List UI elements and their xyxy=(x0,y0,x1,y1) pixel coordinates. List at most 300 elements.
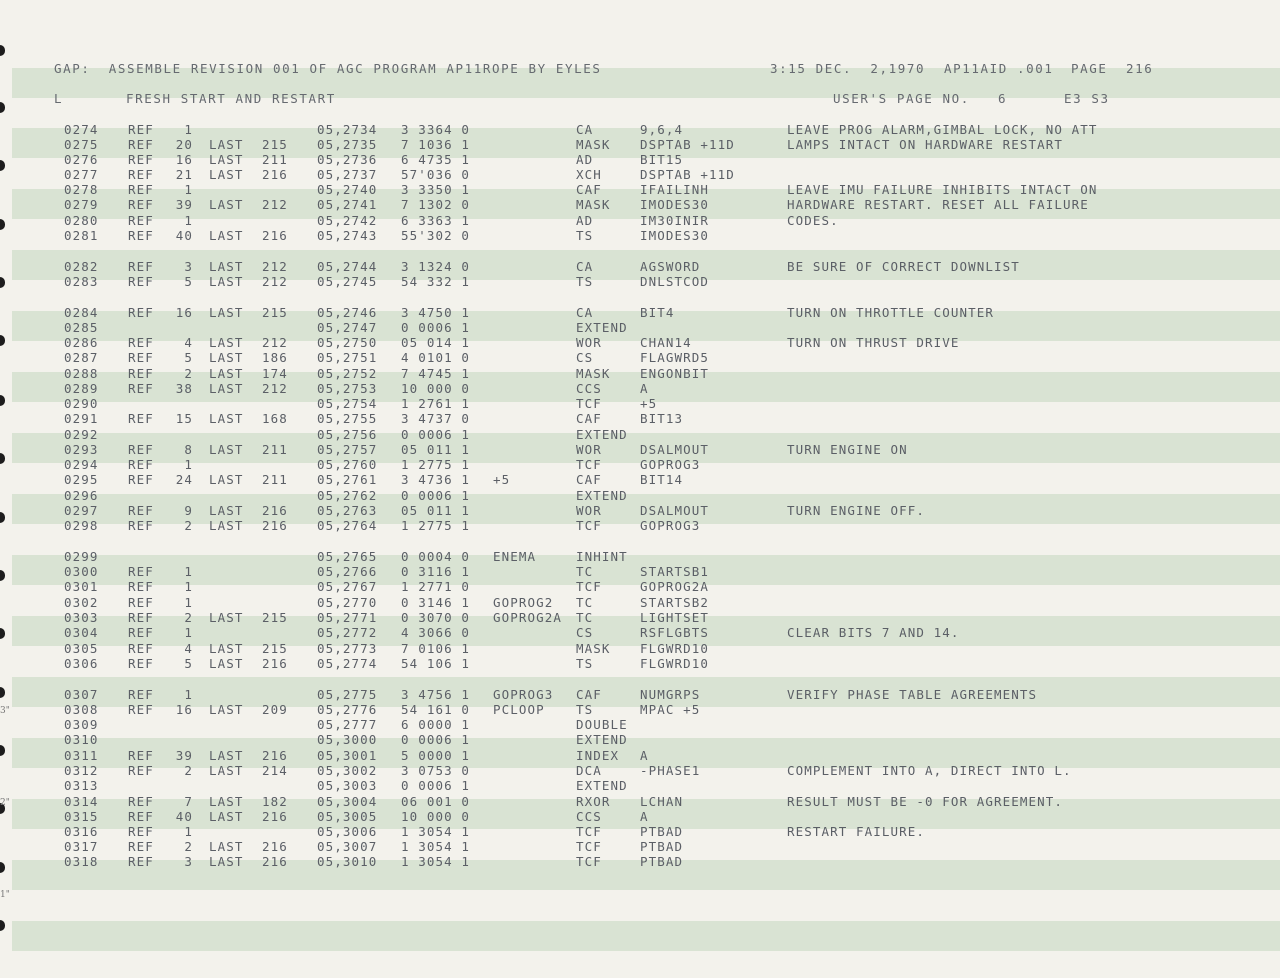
address: 05,3003 xyxy=(317,778,378,793)
last-page: 211 xyxy=(262,442,288,457)
address: 05,2750 xyxy=(317,335,378,350)
ref-keyword: REF xyxy=(128,794,154,809)
symbol-label: PCLOOP xyxy=(493,702,545,717)
listing-row xyxy=(0,366,1280,381)
ref-keyword: REF xyxy=(128,197,154,212)
ruler-mark-3in: 3" xyxy=(0,706,10,716)
address: 05,3007 xyxy=(317,839,378,854)
comment: TURN ENGINE OFF. xyxy=(787,503,926,518)
last-page: 216 xyxy=(262,518,288,533)
listing-row xyxy=(0,122,1280,137)
last-keyword: LAST xyxy=(209,152,244,167)
octal-word: 6 0000 1 xyxy=(401,717,471,732)
opcode: RXOR xyxy=(576,794,611,809)
opcode: CAF xyxy=(576,472,602,487)
ref-count: 1 xyxy=(184,182,193,197)
opcode: MASK xyxy=(576,366,611,381)
address: 05,3001 xyxy=(317,748,378,763)
line-number: 0280 xyxy=(64,213,99,228)
feed-hole xyxy=(0,45,5,56)
listing-row xyxy=(0,625,1280,640)
listing-row xyxy=(0,641,1280,656)
last-page: 212 xyxy=(262,381,288,396)
ref-keyword: REF xyxy=(128,335,154,350)
listing-row xyxy=(0,839,1280,854)
ref-keyword: REF xyxy=(128,702,154,717)
operand: CHAN14 xyxy=(640,335,692,350)
ref-keyword: REF xyxy=(128,824,154,839)
address: 05,2756 xyxy=(317,427,378,442)
listing-row xyxy=(0,457,1280,472)
last-page: 215 xyxy=(262,305,288,320)
line-number: 0302 xyxy=(64,595,99,610)
address: 05,3004 xyxy=(317,794,378,809)
operand: FLGWRD10 xyxy=(640,656,710,671)
symbol-label: +5 xyxy=(493,472,511,487)
comment: LEAVE PROG ALARM,GIMBAL LOCK, NO ATT xyxy=(787,122,1098,137)
line-number: 0289 xyxy=(64,381,99,396)
octal-word: 1 2775 1 xyxy=(401,518,471,533)
ref-keyword: REF xyxy=(128,518,154,533)
operand: BIT13 xyxy=(640,411,684,426)
octal-word: 54 332 1 xyxy=(401,274,471,289)
opcode: CAF xyxy=(576,411,602,426)
opcode: TCF xyxy=(576,579,602,594)
feed-hole xyxy=(0,102,5,113)
address: 05,2761 xyxy=(317,472,378,487)
ref-keyword: REF xyxy=(128,595,154,610)
octal-word: 5 0000 1 xyxy=(401,748,471,763)
octal-word: 05 011 1 xyxy=(401,442,471,457)
operand: PTBAD xyxy=(640,824,684,839)
ref-count: 5 xyxy=(184,656,193,671)
ref-keyword: REF xyxy=(128,641,154,656)
comment: LAMPS INTACT ON HARDWARE RESTART xyxy=(787,137,1064,152)
listing-row xyxy=(0,564,1280,579)
line-number: 0303 xyxy=(64,610,99,625)
opcode: EXTEND xyxy=(576,732,628,747)
opcode: CS xyxy=(576,350,594,365)
last-page: 216 xyxy=(262,839,288,854)
operand: STARTSB1 xyxy=(640,564,710,579)
opcode: EXTEND xyxy=(576,778,628,793)
listing-row xyxy=(0,274,1280,289)
listing-row xyxy=(0,305,1280,320)
address: 05,2763 xyxy=(317,503,378,518)
operand: AGSWORD xyxy=(640,259,701,274)
opcode: TC xyxy=(576,610,594,625)
ref-keyword: REF xyxy=(128,305,154,320)
listing-row xyxy=(0,518,1280,533)
address: 05,2744 xyxy=(317,259,378,274)
last-keyword: LAST xyxy=(209,610,244,625)
ref-count: 24 xyxy=(175,472,193,487)
ref-count: 1 xyxy=(184,579,193,594)
listing-row xyxy=(0,549,1280,564)
line-number: 0292 xyxy=(64,427,99,442)
last-page: 215 xyxy=(262,137,288,152)
octal-word: 1 2771 0 xyxy=(401,579,471,594)
ref-keyword: REF xyxy=(128,411,154,426)
ref-keyword: REF xyxy=(128,152,154,167)
address: 05,2757 xyxy=(317,442,378,457)
last-page: 216 xyxy=(262,854,288,869)
octal-word: 0 0006 1 xyxy=(401,320,471,335)
greenbar-band xyxy=(12,921,1280,951)
listing-row xyxy=(0,472,1280,487)
opcode: TCF xyxy=(576,824,602,839)
opcode: TC xyxy=(576,564,594,579)
opcode: XCH xyxy=(576,167,602,182)
operand: STARTSB2 xyxy=(640,595,710,610)
line-number: 0288 xyxy=(64,366,99,381)
operand: DSALMOUT xyxy=(640,503,710,518)
ref-count: 39 xyxy=(175,748,193,763)
operand: FLAGWRD5 xyxy=(640,350,710,365)
comment: BE SURE OF CORRECT DOWNLIST xyxy=(787,259,1020,274)
ref-count: 40 xyxy=(175,228,193,243)
octal-word: 6 3363 1 xyxy=(401,213,471,228)
ref-keyword: REF xyxy=(128,625,154,640)
listing-row xyxy=(0,748,1280,763)
octal-word: 3 4750 1 xyxy=(401,305,471,320)
address: 05,2765 xyxy=(317,549,378,564)
last-page: 182 xyxy=(262,794,288,809)
octal-word: 1 3054 1 xyxy=(401,854,471,869)
last-page: 212 xyxy=(262,274,288,289)
operand: DSPTAB +11D xyxy=(640,137,735,152)
operand: IFAILINH xyxy=(640,182,710,197)
octal-word: 3 3350 1 xyxy=(401,182,471,197)
last-keyword: LAST xyxy=(209,702,244,717)
octal-word: 05 011 1 xyxy=(401,503,471,518)
last-page: 186 xyxy=(262,350,288,365)
opcode: DCA xyxy=(576,763,602,778)
ref-count: 16 xyxy=(175,305,193,320)
listing-row xyxy=(0,824,1280,839)
listing-row xyxy=(0,259,1280,274)
line-number: 0301 xyxy=(64,579,99,594)
operand: RSFLGBTS xyxy=(640,625,710,640)
line-number: 0295 xyxy=(64,472,99,487)
operand: +5 xyxy=(640,396,658,411)
opcode: EXTEND xyxy=(576,320,628,335)
address: 05,2753 xyxy=(317,381,378,396)
opcode: CAF xyxy=(576,182,602,197)
listing-row xyxy=(0,167,1280,182)
address: 05,2752 xyxy=(317,366,378,381)
listing-row xyxy=(0,396,1280,411)
listing-row xyxy=(0,197,1280,212)
octal-word: 3 4756 1 xyxy=(401,687,471,702)
ref-count: 40 xyxy=(175,809,193,824)
line-number: 0315 xyxy=(64,809,99,824)
octal-word: 1 3054 1 xyxy=(401,839,471,854)
listing-date: 3:15 DEC. 2,1970 xyxy=(770,61,926,76)
ref-keyword: REF xyxy=(128,137,154,152)
address: 05,2746 xyxy=(317,305,378,320)
line-number: 0318 xyxy=(64,854,99,869)
ruler-mark-2in: 2" xyxy=(0,798,10,808)
last-page: 216 xyxy=(262,748,288,763)
last-page: 212 xyxy=(262,259,288,274)
opcode: WOR xyxy=(576,335,602,350)
operand: BIT15 xyxy=(640,152,684,167)
line-number: 0286 xyxy=(64,335,99,350)
ref-count: 21 xyxy=(175,167,193,182)
octal-word: 05 014 1 xyxy=(401,335,471,350)
operand: MPAC +5 xyxy=(640,702,701,717)
ref-count: 2 xyxy=(184,518,193,533)
address: 05,2745 xyxy=(317,274,378,289)
operand: PTBAD xyxy=(640,839,684,854)
listing-title: GAP: ASSEMBLE REVISION 001 OF AGC PROGRAM AP11ROPE BY EYLES xyxy=(54,61,602,76)
comment: VERIFY PHASE TABLE AGREEMENTS xyxy=(787,687,1038,702)
last-page: 214 xyxy=(262,763,288,778)
octal-word: 7 4745 1 xyxy=(401,366,471,381)
listing-row xyxy=(0,702,1280,717)
last-keyword: LAST xyxy=(209,839,244,854)
last-keyword: LAST xyxy=(209,794,244,809)
line-number: 0307 xyxy=(64,687,99,702)
ref-keyword: REF xyxy=(128,610,154,625)
ref-count: 3 xyxy=(184,259,193,274)
ref-keyword: REF xyxy=(128,366,154,381)
comment: TURN ON THRUST DRIVE xyxy=(787,335,960,350)
listing-row xyxy=(0,854,1280,869)
octal-word: 55'302 0 xyxy=(401,228,471,243)
listing-row xyxy=(0,778,1280,793)
operand: A xyxy=(640,748,649,763)
last-keyword: LAST xyxy=(209,748,244,763)
ref-keyword: REF xyxy=(128,687,154,702)
ref-count: 39 xyxy=(175,197,193,212)
address: 05,3010 xyxy=(317,854,378,869)
ref-count: 5 xyxy=(184,274,193,289)
ref-count: 1 xyxy=(184,824,193,839)
listing-row xyxy=(0,809,1280,824)
line-number: 0275 xyxy=(64,137,99,152)
line-number: 0278 xyxy=(64,182,99,197)
address: 05,2762 xyxy=(317,488,378,503)
octal-word: 0 0006 1 xyxy=(401,427,471,442)
comment: CLEAR BITS 7 AND 14. xyxy=(787,625,960,640)
feed-hole xyxy=(0,920,5,931)
listing-row xyxy=(0,381,1280,396)
line-number: 0283 xyxy=(64,274,99,289)
listing-row xyxy=(0,320,1280,335)
last-keyword: LAST xyxy=(209,350,244,365)
octal-word: 0 3116 1 xyxy=(401,564,471,579)
section-title: FRESH START AND RESTART xyxy=(126,91,336,106)
operand: DSALMOUT xyxy=(640,442,710,457)
comment: HARDWARE RESTART. RESET ALL FAILURE xyxy=(787,197,1089,212)
opcode: TCF xyxy=(576,518,602,533)
line-number: 0305 xyxy=(64,641,99,656)
listing-row xyxy=(0,717,1280,732)
ref-keyword: REF xyxy=(128,442,154,457)
listing-row xyxy=(0,350,1280,365)
ref-keyword: REF xyxy=(128,854,154,869)
listing-row xyxy=(0,411,1280,426)
address: 05,2774 xyxy=(317,656,378,671)
ref-keyword: REF xyxy=(128,228,154,243)
ref-keyword: REF xyxy=(128,503,154,518)
last-keyword: LAST xyxy=(209,259,244,274)
ref-keyword: REF xyxy=(128,656,154,671)
ref-count: 1 xyxy=(184,564,193,579)
listing-row xyxy=(0,732,1280,747)
address: 05,2751 xyxy=(317,350,378,365)
address: 05,2743 xyxy=(317,228,378,243)
ref-keyword: REF xyxy=(128,182,154,197)
operand: BIT4 xyxy=(640,305,675,320)
line-number: 0287 xyxy=(64,350,99,365)
listing-row xyxy=(0,687,1280,702)
last-keyword: LAST xyxy=(209,809,244,824)
line-number: 0312 xyxy=(64,763,99,778)
line-number: 0297 xyxy=(64,503,99,518)
line-number: 0299 xyxy=(64,549,99,564)
address: 05,2760 xyxy=(317,457,378,472)
octal-word: 7 1036 1 xyxy=(401,137,471,152)
ref-keyword: REF xyxy=(128,839,154,854)
ref-count: 16 xyxy=(175,152,193,167)
last-page: 168 xyxy=(262,411,288,426)
opcode: MASK xyxy=(576,197,611,212)
last-keyword: LAST xyxy=(209,472,244,487)
operand: BIT14 xyxy=(640,472,684,487)
last-keyword: LAST xyxy=(209,763,244,778)
operand: DNLSTCOD xyxy=(640,274,710,289)
ref-keyword: REF xyxy=(128,274,154,289)
octal-word: 1 3054 1 xyxy=(401,824,471,839)
operand: LCHAN xyxy=(640,794,684,809)
last-page: 216 xyxy=(262,809,288,824)
ref-count: 1 xyxy=(184,457,193,472)
address: 05,3005 xyxy=(317,809,378,824)
listing-row xyxy=(0,503,1280,518)
operand: LIGHTSET xyxy=(640,610,710,625)
operand: 9,6,4 xyxy=(640,122,684,137)
section-code: E3 S3 xyxy=(1064,91,1110,106)
octal-word: 57'036 0 xyxy=(401,167,471,182)
ref-count: 8 xyxy=(184,442,193,457)
last-keyword: LAST xyxy=(209,518,244,533)
octal-word: 3 4736 1 xyxy=(401,472,471,487)
listing-row xyxy=(0,427,1280,442)
ref-count: 2 xyxy=(184,610,193,625)
last-page: 209 xyxy=(262,702,288,717)
octal-word: 0 0006 1 xyxy=(401,732,471,747)
address: 05,2747 xyxy=(317,320,378,335)
octal-word: 10 000 0 xyxy=(401,809,471,824)
user-page-label: USER'S PAGE NO. xyxy=(833,91,970,106)
ref-count: 4 xyxy=(184,641,193,656)
listing-row xyxy=(0,152,1280,167)
ref-keyword: REF xyxy=(128,167,154,182)
last-keyword: LAST xyxy=(209,274,244,289)
line-number: 0281 xyxy=(64,228,99,243)
ref-count: 1 xyxy=(184,122,193,137)
ref-keyword: REF xyxy=(128,457,154,472)
line-number: 0294 xyxy=(64,457,99,472)
line-number: 0291 xyxy=(64,411,99,426)
line-number: 0306 xyxy=(64,656,99,671)
opcode: TCF xyxy=(576,854,602,869)
address: 05,2776 xyxy=(317,702,378,717)
line-number: 0317 xyxy=(64,839,99,854)
listing-row xyxy=(0,182,1280,197)
line-number: 0316 xyxy=(64,824,99,839)
symbol-label: ENEMA xyxy=(493,549,537,564)
opcode: TCF xyxy=(576,396,602,411)
octal-word: 6 4735 1 xyxy=(401,152,471,167)
opcode: EXTEND xyxy=(576,427,628,442)
octal-word: 06 001 0 xyxy=(401,794,471,809)
address: 05,2740 xyxy=(317,182,378,197)
opcode: TS xyxy=(576,702,594,717)
page-number: 216 xyxy=(1126,61,1154,76)
operand: -PHASE1 xyxy=(640,763,701,778)
octal-word: 0 0006 1 xyxy=(401,778,471,793)
line-number: 0308 xyxy=(64,702,99,717)
opcode: CCS xyxy=(576,381,602,396)
last-page: 215 xyxy=(262,641,288,656)
opcode: AD xyxy=(576,213,594,228)
octal-word: 3 0753 0 xyxy=(401,763,471,778)
comment: LEAVE IMU FAILURE INHIBITS INTACT ON xyxy=(787,182,1098,197)
line-number: 0296 xyxy=(64,488,99,503)
listing-row xyxy=(0,213,1280,228)
address: 05,2735 xyxy=(317,137,378,152)
address: 05,3000 xyxy=(317,732,378,747)
ref-keyword: REF xyxy=(128,472,154,487)
last-keyword: LAST xyxy=(209,381,244,396)
last-keyword: LAST xyxy=(209,137,244,152)
listing-row xyxy=(0,442,1280,457)
address: 05,3002 xyxy=(317,763,378,778)
octal-word: 54 161 0 xyxy=(401,702,471,717)
ref-keyword: REF xyxy=(128,809,154,824)
address: 05,2767 xyxy=(317,579,378,594)
last-page: 216 xyxy=(262,503,288,518)
opcode: CCS xyxy=(576,809,602,824)
operand: DSPTAB +11D xyxy=(640,167,735,182)
opcode: INDEX xyxy=(576,748,620,763)
opcode: CA xyxy=(576,122,594,137)
ref-count: 16 xyxy=(175,702,193,717)
opcode: TS xyxy=(576,274,594,289)
operand: ENGONBIT xyxy=(640,366,710,381)
last-page: 212 xyxy=(262,335,288,350)
line-number: 0277 xyxy=(64,167,99,182)
address: 05,2742 xyxy=(317,213,378,228)
last-keyword: LAST xyxy=(209,503,244,518)
listing-row xyxy=(0,579,1280,594)
octal-word: 4 0101 0 xyxy=(401,350,471,365)
last-keyword: LAST xyxy=(209,305,244,320)
listing-row xyxy=(0,656,1280,671)
last-keyword: LAST xyxy=(209,411,244,426)
user-page-number: 6 xyxy=(998,91,1008,106)
symbol-label: GOPROG2 xyxy=(493,595,554,610)
operand: GOPROG3 xyxy=(640,457,701,472)
ref-count: 4 xyxy=(184,335,193,350)
opcode: AD xyxy=(576,152,594,167)
ref-keyword: REF xyxy=(128,122,154,137)
opcode: MASK xyxy=(576,137,611,152)
